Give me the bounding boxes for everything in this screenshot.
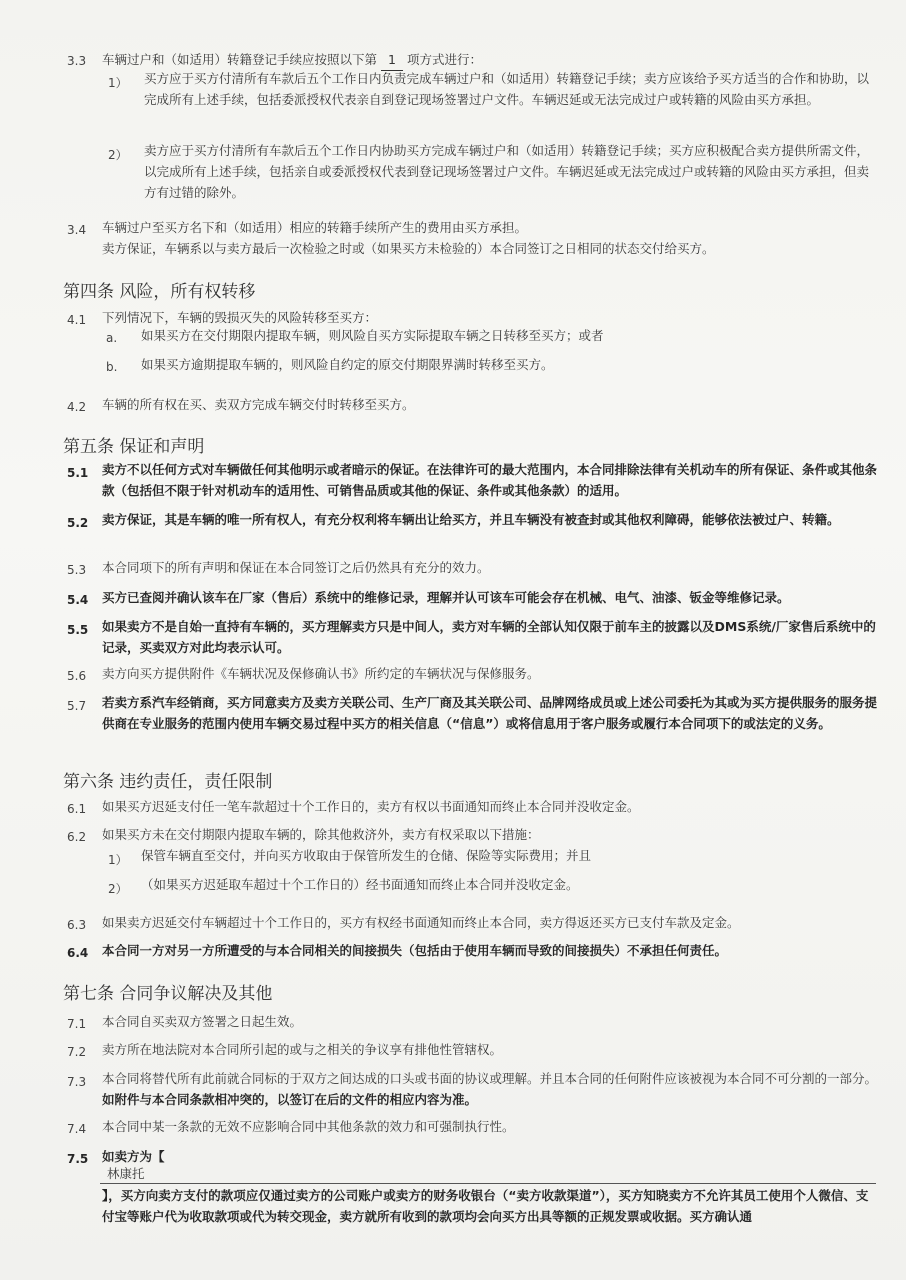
article-6-heading: 第六条 违约责任，责任限制 — [63, 772, 273, 792]
item-letter: b. — [106, 360, 118, 374]
clause-3-3-item-2: 卖方应于买方付清所有车款后五个工作日内协助买方完成车辆过户和（如适用）转籍登记手续；买方应积极配合卖方提供所需文件，以完成所有上述手续，包括亲自或委派授权代表到登记现场签署过户文件。车辆迟延或无法完成过户或转籍的风险由买方承担，但卖方有过错的除外。 — [144, 143, 870, 200]
clause-number: 3.3 — [67, 54, 87, 68]
clause-5-2: 卖方保证，其是车辆的唯一所有权人，有充分权利将车辆出让给买方，并且车辆没有被查封或其他权利障碍，能够依法被过户、转籍。 — [102, 512, 840, 527]
clause-number: 6.2 — [67, 830, 87, 844]
clause-number: 4.1 — [67, 313, 87, 327]
clause-5-5: 如果卖方不是自始一直持有车辆的，买方理解卖方只是中间人，卖方对车辆的全部认知仅限于前车主的披露以及DMS系统/厂家售后系统中的记录，买卖双方对此均表示认可。 — [102, 619, 876, 655]
seller-label: 如卖方为【 — [102, 1149, 165, 1164]
item-number: 1） — [108, 76, 128, 90]
seller-name: 林康托 — [107, 1166, 145, 1181]
clause-6-1: 如果买方迟延支付任一笔车款超过十个工作日的，卖方有权以书面通知而终止本合同并没收定金。 — [102, 799, 640, 814]
clause-number: 5.7 — [67, 699, 87, 713]
clause-number: 7.2 — [67, 1045, 87, 1059]
clause-6-2-item-1: 保管车辆直至交付，并向买方收取由于保管所发生的仓储、保险等实际费用；并且 — [141, 848, 592, 863]
clause-6-2-item-2: （如果买方迟延取车超过十个工作日的）经书面通知而终止本合同并没收定金。 — [141, 877, 579, 892]
clause-3-4-line-1: 车辆过户至买方名下和（如适用）相应的转籍手续所产生的费用由买方承担。 — [102, 220, 528, 235]
clause-4-1-b: 如果买方逾期提取车辆的，则风险自约定的原交付期限界满时转移至买方。 — [141, 357, 554, 372]
clause-3-3: 车辆过户和（如适用）转籍登记手续应按照以下第 1 项方式进行： — [102, 49, 882, 71]
article-7-heading: 第七条 合同争议解决及其他 — [63, 984, 273, 1004]
clause-number: 6.1 — [67, 802, 87, 816]
clause-number: 5.5 — [67, 623, 89, 637]
seller-name-underline — [100, 1183, 876, 1184]
clause-number: 6.4 — [67, 946, 89, 960]
clause-5-7: 若卖方系汽车经销商，买方同意卖方及卖方关联公司、生产厂商及其关联公司、品牌网络成员或上述公司委托为其或为买方提供服务的服务提供商在专业服务的范围内使用车辆交易过程中买方的相关信息（“信息”）或将信息用于客户服务或履行本合同项下的或法定的义务。 — [102, 695, 878, 731]
clause-7-3: 本合同将替代所有此前就合同标的于双方之间达成的口头或书面的协议或理解。并且本合同的任何附件应该被视为本合同不可分割的一部分。如附件与本合同条款相冲突的，以签订在后的文件的相应内容为准。 — [102, 1071, 878, 1107]
clause-number: 5.4 — [67, 593, 89, 607]
clause-number: 7.3 — [67, 1075, 87, 1089]
clause-number: 4.2 — [67, 400, 87, 414]
clause-5-6: 卖方向买方提供附件《车辆状况及保修确认书》所约定的车辆状况与保修服务。 — [102, 666, 540, 681]
clause-7-1: 本合同自买卖双方签署之日起生效。 — [102, 1014, 303, 1029]
clause-6-3: 如果卖方迟延交付车辆超过十个工作日的，买方有权经书面通知而终止本合同，卖方得返还买方已支付车款及定金。 — [102, 915, 740, 930]
item-letter: a. — [106, 331, 118, 345]
clause-3-3-item-1: 买方应于买方付清所有车款后五个工作日内负责完成车辆过户和（如适用）转籍登记手续；卖方应该给予买方适当的合作和协助，以完成所有上述手续，包括委派授权代表亲自到登记现场签署过户文件。车辆迟延或无法完成过户或转籍的风险由买方承担。 — [144, 71, 870, 107]
clause-3-4-line-2: 卖方保证，车辆系以与卖方最后一次检验之时或（如果买方未检验的）本合同签订之日相同的状态交付给买方。 — [102, 241, 715, 256]
clause-number: 5.3 — [67, 563, 87, 577]
article-5-heading: 第五条 保证和声明 — [63, 437, 205, 457]
clause-number: 5.2 — [67, 516, 89, 530]
clause-4-1-a: 如果买方在交付期限内提取车辆，则风险自买方实际提取车辆之日转移至买方；或者 — [141, 328, 604, 343]
clause-7-5: 】，买方向卖方支付的款项应仅通过卖方的公司账户或卖方的财务收银台（“卖方收款渠道”），买方知晓卖方不允许其员工使用个人微信、支付宝等账户代为收取款项或代为转交现金，卖方就所有收到的款项均会向买方出具等额的正规发票或收据。买方确认通 — [102, 1188, 869, 1224]
clause-5-1: 卖方不以任何方式对车辆做任何其他明示或者暗示的保证。在法律许可的最大范围内，本合同排除法律有关机动车的所有保证、条件或其他条款（包括但不限于针对机动车的适用性、可销售品质或其他的保证、条件或其他条款）的适用。 — [102, 462, 878, 498]
clause-7-2: 卖方所在地法院对本合同所引起的或与之相关的争议享有排他性管辖权。 — [102, 1042, 503, 1057]
clause-number: 5.1 — [67, 466, 89, 480]
item-number: 2） — [108, 882, 128, 896]
clause-4-1: 下列情况下，车辆的毁损灭失的风险转移至买方： — [102, 310, 378, 325]
article-4-heading: 第四条 风险，所有权转移 — [63, 282, 256, 302]
clause-number: 7.4 — [67, 1122, 87, 1136]
clause-number: 3.4 — [67, 223, 87, 237]
clause-number: 7.1 — [67, 1017, 87, 1031]
clause-number: 5.6 — [67, 669, 87, 683]
clause-6-2: 如果买方未在交付期限内提取车辆的，除其他救济外，卖方有权采取以下措施： — [102, 827, 540, 842]
clause-6-4: 本合同一方对另一方所遭受的与本合同相关的间接损失（包括由于使用车辆而导致的间接损失）不承担任何责任。 — [102, 943, 728, 958]
clause-5-4: 买方已查阅并确认该车在厂家（售后）系统中的维修记录，理解并认可该车可能会存在机械、电气、油漆、钣金等维修记录。 — [102, 590, 790, 605]
option-choice: 1 — [381, 49, 403, 71]
item-number: 2） — [108, 148, 128, 162]
clause-number: 6.3 — [67, 918, 87, 932]
item-number: 1） — [108, 853, 128, 867]
clause-5-3: 本合同项下的所有声明和保证在本合同签订之后仍然具有充分的效力。 — [102, 560, 490, 575]
clause-7-4: 本合同中某一条款的无效不应影响合同中其他条款的效力和可强制执行性。 — [102, 1119, 515, 1134]
clause-4-2: 车辆的所有权在买、卖双方完成车辆交付时转移至买方。 — [102, 397, 415, 412]
clause-number: 7.5 — [67, 1152, 89, 1166]
